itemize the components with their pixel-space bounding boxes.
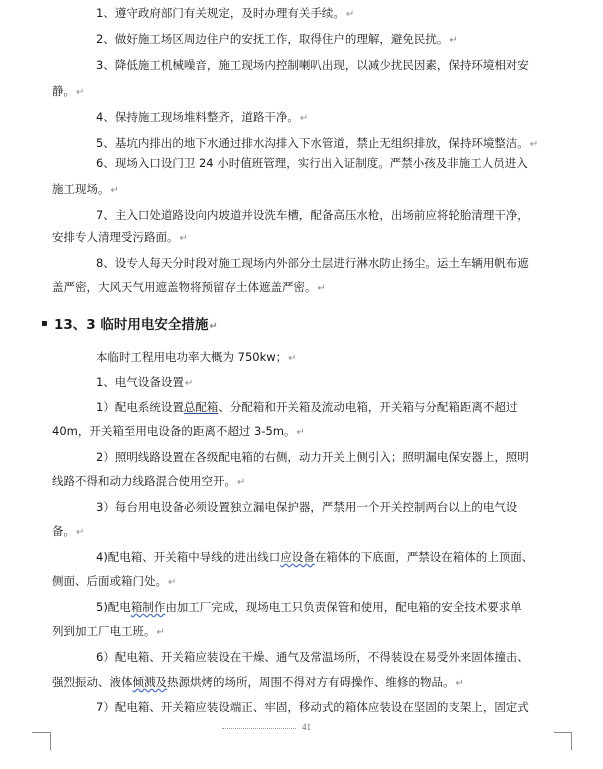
paragraph-mark-icon: ↵ bbox=[76, 87, 85, 98]
text-line bbox=[52, 674, 464, 692]
text-line bbox=[96, 135, 538, 153]
paragraph-mark-icon: ↵ bbox=[237, 477, 246, 488]
text-segment: 5)配电 bbox=[96, 600, 131, 614]
text-segment: 1、电气设备设置 bbox=[96, 375, 184, 389]
text-segment: 40m，开关箱至用电设备的距离不超过 3-5m。 bbox=[52, 424, 296, 438]
text-line bbox=[96, 57, 529, 73]
paragraph-mark-icon: ↵ bbox=[299, 113, 309, 124]
text-segment: 静。 bbox=[52, 84, 75, 98]
text-segment: 由加工厂完成，现场电工只负责保管和使用，配电箱的安全技术要求单 bbox=[165, 600, 522, 614]
paragraph-mark-icon: ↵ bbox=[345, 9, 355, 20]
text-line bbox=[96, 255, 529, 271]
paragraph-mark-icon: ↵ bbox=[179, 233, 188, 244]
text-segment: 备。 bbox=[52, 524, 75, 538]
paragraph-mark-icon: ↵ bbox=[317, 283, 326, 294]
text-segment: 3、降低施工机械噪音，施工现场内控制喇叭出现，以减少扰民因素，保持环境相对安 bbox=[96, 58, 529, 72]
text-segment: 列到加工厂电工班。 bbox=[52, 624, 156, 638]
text-segment: 3）每台用电设备必须设置独立漏电保护器，严禁用一个开关控制两台以上的电气设 bbox=[96, 500, 518, 514]
marked-text: 应设备 bbox=[280, 550, 315, 564]
text-segment: 2）照明线路设置在各级配电箱的右侧，动力开关上侧引入；照明漏电保安器上，照明 bbox=[96, 450, 529, 464]
text-segment: 4)配电箱、开关箱中导线的进出线口 bbox=[96, 550, 281, 564]
paragraph-mark-icon: ↵ bbox=[76, 527, 85, 538]
text-line bbox=[96, 5, 354, 23]
paragraph-mark-icon: ↵ bbox=[209, 321, 218, 332]
heading-bullet-icon: ▪ bbox=[41, 318, 48, 329]
paragraph-mark-icon: ↵ bbox=[110, 185, 119, 196]
heading-text: 13、3 临时用电安全措施 bbox=[54, 317, 209, 333]
text-line bbox=[96, 109, 308, 127]
text-line bbox=[52, 423, 305, 441]
text-segment: 1）配电系统设置 bbox=[96, 400, 184, 414]
text-segment: 1、遵守政府部门有关规定，及时办理有关手续。 bbox=[96, 6, 345, 20]
text-segment: 侧面、后面或箱门处。 bbox=[52, 574, 167, 588]
text-line bbox=[96, 31, 458, 49]
text-line bbox=[96, 699, 529, 715]
text-line bbox=[96, 207, 529, 223]
paragraph-mark-icon: ↵ bbox=[455, 678, 464, 689]
text-segment: 8、设专人每天分时段对施工现场内外部分土层进行淋水防止扬尘。运土车辆用帆布遮 bbox=[96, 256, 529, 270]
text-segment: 热源烘烤的场所，周围不得对方有碍操作、维修的物品。 bbox=[167, 675, 455, 689]
text-line bbox=[96, 549, 533, 565]
text-line bbox=[52, 181, 119, 199]
footer-dotted-line bbox=[222, 728, 296, 729]
paragraph-mark-icon: ↵ bbox=[168, 577, 177, 588]
paragraph-mark-icon: ↵ bbox=[156, 627, 165, 638]
text-line bbox=[96, 374, 193, 392]
paragraph-mark-icon: ↵ bbox=[529, 139, 539, 150]
text-segment: 施工现场。 bbox=[52, 182, 110, 196]
marked-text: 箱制作 bbox=[130, 600, 166, 614]
text-segment: 6、现场入口设门卫 24 小时值班管理，实行出入证制度。严禁小孩及非施工人员进入 bbox=[96, 156, 528, 170]
text-line bbox=[96, 599, 522, 615]
text-line bbox=[52, 623, 165, 641]
page-corner-mark bbox=[554, 732, 572, 733]
page-corner-mark bbox=[32, 732, 50, 733]
text-segment: 4、保持施工现场堆料整齐，道路干净。 bbox=[96, 110, 299, 124]
text-line bbox=[96, 155, 528, 171]
marked-text: 总配箱 bbox=[183, 400, 219, 414]
text-segment: 盖严密，大风天气用遮盖物将预留存土体遮盖严密。 bbox=[52, 280, 317, 294]
text-line bbox=[96, 349, 297, 367]
text-segment: 2、做好施工场区周边住户的安抚工作，取得住户的理解，避免民扰。 bbox=[96, 32, 449, 46]
text-segment: 安排专人清理受污路面。 bbox=[52, 230, 179, 244]
text-line bbox=[96, 649, 529, 665]
text-line bbox=[52, 229, 188, 247]
text-segment: 6）配电箱、开关箱应装设在干燥、通气及常温场所，不得装设在易受外来固体撞击、 bbox=[96, 650, 529, 664]
text-segment: 在箱体的下底面，严禁设在箱体的上顶面、 bbox=[314, 550, 534, 564]
text-segment: 强烈振动、液体 bbox=[52, 675, 133, 689]
text-line bbox=[52, 523, 84, 541]
text-line bbox=[96, 449, 529, 465]
text-segment: 5、基坑内排出的地下水通过排水沟排入下水管道，禁止无组织排放，保持环境整洁。 bbox=[96, 136, 529, 150]
text-line bbox=[96, 399, 517, 415]
text-line bbox=[52, 473, 245, 491]
marked-text: 倾溅及 bbox=[132, 675, 167, 689]
text-line bbox=[96, 499, 517, 515]
text-segment: 线路不得和动力线路混合使用空开。 bbox=[52, 474, 236, 488]
paragraph-mark-icon: ↵ bbox=[184, 378, 194, 389]
paragraph-mark-icon: ↵ bbox=[296, 427, 305, 438]
text-segment: 7、主入口处道路设向内坡道并设洗车槽，配备高压水枪，出场前应将轮胎清理干净， bbox=[96, 208, 529, 222]
text-segment: 7）配电箱、开关箱应装设端正、牢固，移动式的箱体应装设在坚固的支架上，固定式 bbox=[96, 700, 529, 714]
text-line bbox=[52, 279, 326, 297]
text-line bbox=[52, 573, 176, 591]
section-heading bbox=[41, 316, 218, 336]
text-segment: 、分配箱和开关箱及流动电箱，开关箱与分配箱距离不超过 bbox=[218, 400, 518, 414]
paragraph-mark-icon: ↵ bbox=[449, 35, 458, 46]
text-segment: 本临时工程用电功率大概为 750kw； bbox=[96, 350, 288, 364]
paragraph-mark-icon: ↵ bbox=[288, 353, 297, 364]
page-corner-mark bbox=[571, 732, 590, 750]
page-corner-mark bbox=[32, 732, 51, 750]
page-number: 41 bbox=[302, 722, 311, 732]
text-line bbox=[52, 83, 84, 101]
